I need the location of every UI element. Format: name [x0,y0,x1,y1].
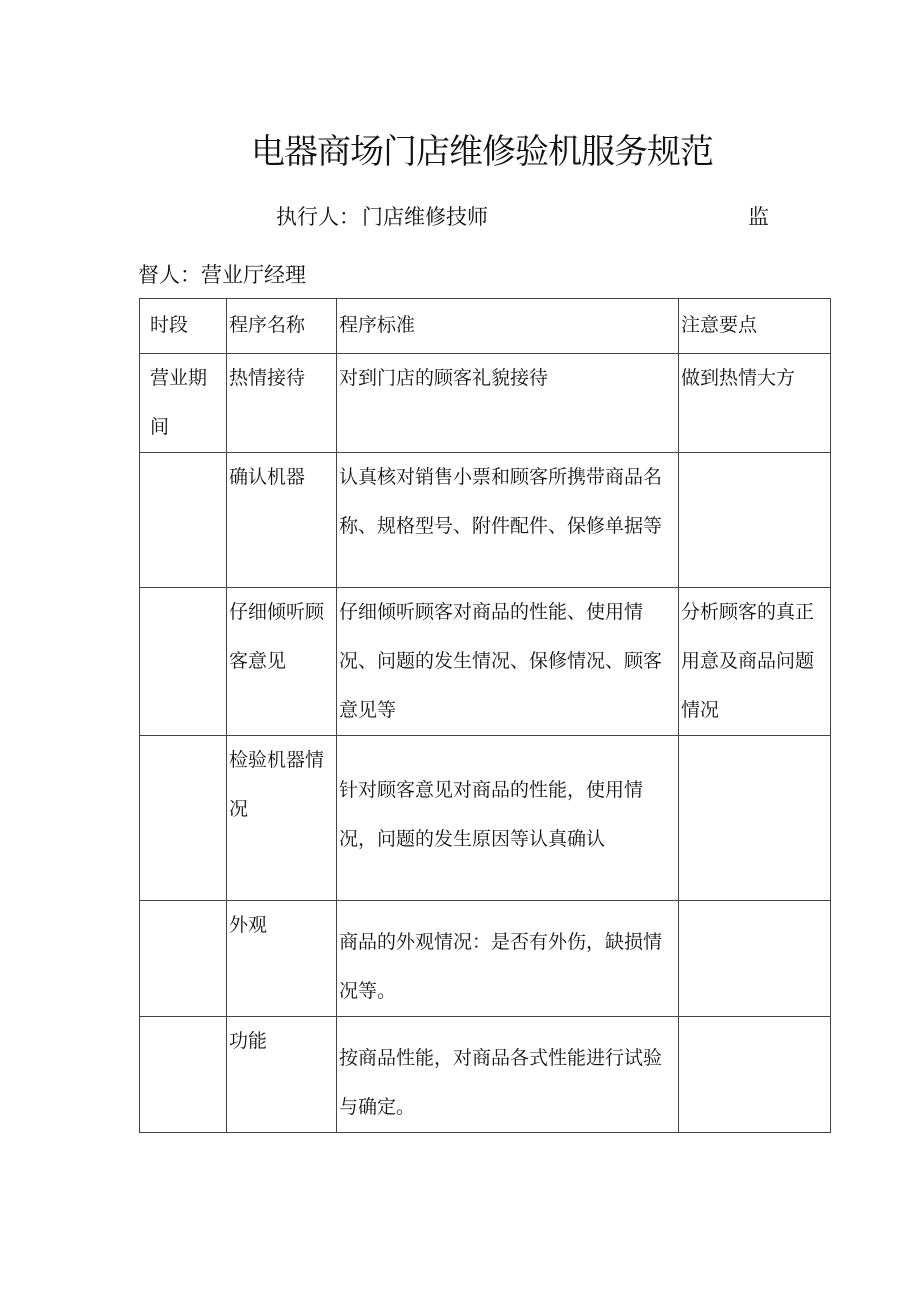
cell-notes: 分析顾客的真正用意及商品问题情况 [679,588,831,736]
supervisor-value: 营业厅经理 [201,263,306,287]
header-procedure-name: 程序名称 [227,299,337,354]
table-row [140,588,831,736]
header-period: 时段 [140,299,227,354]
cell-period [140,1017,227,1133]
cell-procedure-standard: 仔细倾听顾客对商品的性能、使用情况、问题的发生情况、保修情况、顾客意见等 [337,588,679,736]
header-procedure-standard: 程序标准 [337,299,679,354]
table-header-row [140,299,831,354]
cell-notes [679,1017,831,1133]
supervisor-line [138,260,306,290]
cell-procedure-standard: 认真核对销售小票和顾客所携带商品名称、规格型号、附件配件、保修单据等 [337,453,679,588]
cell-notes [679,901,831,1017]
executor-value: 门店维修技师 [362,205,488,229]
cell-procedure-name: 外观 [227,901,337,1017]
cell-procedure-standard: 按商品性能，对商品各式性能进行试验与确定。 [337,1017,679,1133]
monitor-label-head: 监 [748,205,769,229]
cell-procedure-name: 热情接待 [227,354,337,453]
cell-period [140,453,227,588]
table-row [140,354,831,453]
cell-period [140,588,227,736]
cell-procedure-name: 功能 [227,1017,337,1133]
table-row [140,901,831,1017]
executor-line [276,202,488,232]
cell-procedure-name: 确认机器 [227,453,337,588]
cell-procedure-standard: 对到门店的顾客礼貌接待 [337,354,679,453]
table-row [140,736,831,901]
header-notes: 注意要点 [679,299,831,354]
cell-procedure-standard: 商品的外观情况：是否有外伤，缺损情况等。 [337,901,679,1017]
executor-label: 执行人： [276,205,360,229]
supervisor-label: 督人： [138,263,201,287]
document-title: 电器商场门店维修验机服务规范 [251,132,713,172]
cell-period: 营业期间 [140,354,227,453]
table-row [140,453,831,588]
table-row [140,1017,831,1133]
cell-procedure-standard: 针对顾客意见对商品的性能，使用情况，问题的发生原因等认真确认 [337,736,679,901]
cell-procedure-name: 仔细倾听顾客意见 [227,588,337,736]
service-spec-table [139,298,831,1133]
cell-notes [679,736,831,901]
cell-notes: 做到热情大方 [679,354,831,453]
cell-procedure-name: 检验机器情况 [227,736,337,901]
cell-period [140,736,227,901]
cell-period [140,901,227,1017]
cell-notes [679,453,831,588]
